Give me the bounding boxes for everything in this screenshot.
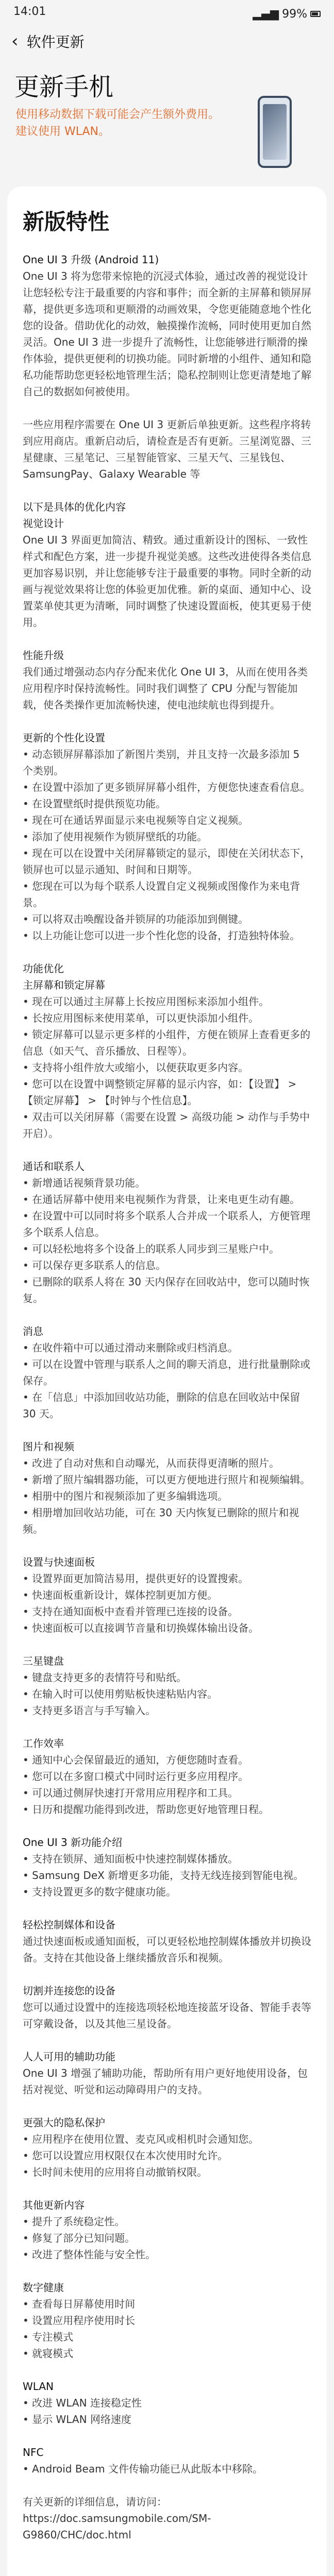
section-paragraph: • 键盘支持更多的表情符号和贴纸。 • 在输入时可以使用剪贴板快速粘贴内容。 • 支持更多语言与手写输入。 bbox=[23, 1671, 218, 1717]
section-paragraph: • 新增通话视频背景功能。 • 在通话屏幕中使用来电视频作为背景，让来电更生动有趣。 • 在设置中可以同时将多个联系人合并成一个联系人，方便管理多个联系人信息。 • 可以轻松地将多个设备上的联系人同步到三星账户中。 • 可以保存更多联系人的信息。 • 已删除的联系人将在 30 天内保存在回收站中，您可以随时恢复。 bbox=[23, 1177, 311, 1304]
page-title: 更新手机 bbox=[14, 73, 114, 101]
section-paragraph: • 在收件箱中可以通过滑动来删除或归档消息。 • 可以在设置中管理与联系人之间的聊天消息，进行批量删除或保存。 • 在「信息」中添加回收站功能，删除的信息在回收站中保留 30 天。 bbox=[23, 1342, 311, 1420]
section-paragraph: • 支持在锁屏、通知面板中快速控制媒体播放。 • Samsung DeX 新增更多功能，支持无线连接到智能电视。 • 支持设置更多的数字健康功能。 bbox=[23, 1853, 304, 1898]
section-heading: WLAN bbox=[23, 2380, 54, 2393]
phone-illustration-icon bbox=[258, 96, 292, 168]
release-notes-title: 新版特性 bbox=[23, 209, 110, 234]
section-heading: 三星键盘 bbox=[23, 1655, 64, 1667]
release-notes-body bbox=[23, 251, 311, 2560]
back-arrow-icon[interactable]: ‹ bbox=[11, 31, 19, 52]
section-paragraph: • 改进 WLAN 连接稳定性 • 显示 WLAN 网络速度 bbox=[23, 2397, 142, 2426]
section-heading: One UI 3 升级 (Android 11) bbox=[23, 253, 159, 266]
section-heading: 轻松控制媒体和设备 bbox=[23, 1919, 115, 1931]
section-paragraph: One UI 3 将为您带来惊艳的沉浸式体验，通过改善的视觉设计让您轻松专注于最重要的内容和事件；而全新的主屏幕和锁屏屏幕，提供更多选项和更顺滑的动画效果，令您更能随意地个性化您的设备。借助优化的动效，触摸操作流畅，同时使用更加自然灵活。One UI 3 进一步提升了流畅性，让您能够进行顺滑的操作体验，提供更便利的切换功能。同时新增的小组件、通知和隐私功能帮助您更轻松地管理生活；隐私控制则让您更清楚地了解自己的数据如何被使用。 bbox=[23, 270, 311, 398]
signal-icon: ▂▄▆ bbox=[253, 7, 279, 21]
app-title: 软件更新 bbox=[26, 33, 85, 50]
section-heading: 其他更新内容 bbox=[23, 2199, 85, 2211]
status-bar bbox=[0, 0, 334, 23]
section-heading: NFC bbox=[23, 2446, 44, 2459]
section-heading: 视觉设计 bbox=[23, 517, 64, 530]
section-paragraph: 您可以通过设置中的连接选项轻松地连接蓝牙设备、智能手表等可穿戴设备，以及其他三星设备。 bbox=[23, 2001, 311, 2030]
section-heading: 图片和视频 bbox=[23, 1440, 74, 1453]
section-heading: 性能升级 bbox=[23, 649, 64, 662]
section-heading: 以下是具体的优化内容 bbox=[23, 501, 126, 513]
section-paragraph: One UI 3 增强了辅助功能，帮助所有用户更好地使用设备，包括对视觉、听觉和运动障碍用户的支持。 bbox=[23, 2067, 308, 2096]
section-paragraph: • 应用程序在使用位置、麦克风或相机时会通知您。 • 您可以设置应用权限仅在本次使用时允许。 • 长时间未使用的应用将自动撤销权限。 bbox=[23, 2133, 259, 2178]
section-heading: 工作效率 bbox=[23, 1737, 64, 1750]
section-paragraph: 通过快速面板或通知面板，可以更轻松地控制媒体播放并切换设备。支持在其他设备上继续播放音乐和视频。 bbox=[23, 1935, 311, 1964]
section-paragraph: • 提升了系统稳定性。 • 修复了部分已知问题。 • 改进了整体性能与安全性。 bbox=[23, 2215, 156, 2261]
section-heading: 切割并连接您的设备 bbox=[23, 1985, 115, 1997]
data-usage-notice: 使用移动数据下载可能会产生额外费用。建议使用 WLAN。 bbox=[15, 108, 220, 138]
section-heading: 人人可用的辅助功能 bbox=[23, 2050, 115, 2063]
status-time: 14:01 bbox=[13, 5, 46, 18]
section-paragraph: One UI 3 界面更加简洁、精致。通过重新设计的图标、一致性样式和配色方案，进一步提升视觉美感。这些改进使得各类信息更加容易识别，并让您能够专注于最重要的事物。同时全新的动画与视觉效果将让您的体验更加优雅。新的桌面、通知中心、设置菜单使其更为清晰，同时调整了快速设置面板，使其更易于使用。 bbox=[23, 534, 311, 629]
section-paragraph: • 改进了自动对焦和自动曝光，从而获得更清晰的照片。 • 新增了照片编辑器功能，可以更方便地进行照片和视频编辑。 • 相册中的图片和视频添加了更多编辑选项。 • 相册增加回收站功能，可在 30 天内恢复已删除的照片和视频。 bbox=[23, 1457, 311, 1535]
section-paragraph: 一些应用程序需要在 One UI 3 更新后单独更新。这些程序将转到应用商店。重新启动后，请检查是否有更新。三星浏览器、三星健康、三星笔记、三星智能管家、三星天气、三星钱包、SamsungPay、Galaxy Wearable 等 bbox=[23, 418, 311, 480]
section-paragraph: • 查看每日屏幕使用时间 • 设置应用程序使用时长 • 专注模式 • 就寝模式 bbox=[23, 2298, 136, 2360]
section-paragraph: 我们通过增强动态内存分配来优化 One UI 3，从而在使用各类应用程序时保持流畅性。同时我们调整了 CPU 分配与智能加载，使各类操作更加流畅快速，使电池续航也得到提升。 bbox=[23, 666, 308, 711]
section-paragraph: • 动态锁屏屏幕添加了新图片类别，并且支持一次最多添加 5 个类别。 • 在设置中添加了更多锁屏屏幕小组件，方便您快速查看信息。 • 在设置壁纸时提供预览功能。 • 现在可在通话界面显示来电视频等自定义视频。 • 添加了使用视频作为锁屏壁纸的功能。 • 现在可以在设置中关闭屏幕锁定的显示，即使在关闭状态下，锁屏也可以显示通知、时间和日期等。 • 您现在可以为每个联系人设置自定义视频或图像作为来电背景。 • 可以将双击唤醒设备并锁屏的功能添加到侧键。 • 以上功能让您可以进一步个性化您的设备，打造独特体验。 bbox=[23, 748, 311, 942]
section-paragraph: • Android Beam 文件传输功能已从此版本中移除。 bbox=[23, 2463, 263, 2475]
battery-percent: 99% bbox=[282, 7, 307, 21]
section-heading: 更新的个性化设置 bbox=[23, 732, 105, 744]
section-paragraph: • 现在可以通过主屏幕上长按应用图标来添加小组件。 • 长按应用图标来使用菜单，可以更快添加小组件。 • 锁定屏幕可以显示更多样的小组件，方便在锁屏上查看更多的信息（如天气、音乐播放、日程等）。 • 支持将小组件放大或缩小，以便获取更多内容。 • 您可以在设置中调整锁定屏幕的显示内容，如：【设置】 > 【锁定屏幕】 > 【时钟与个性信息】。 • 双击可以关闭屏幕（需要在设置 > 高级功能 > 动作与手势中开启）。 bbox=[23, 995, 311, 1140]
section-heading: 数字健康 bbox=[23, 2281, 64, 2294]
section-paragraph: 有关更新的详细信息，请访问：https://doc.samsungmobile.com/SM-G9860/CHC/doc.html bbox=[23, 2496, 211, 2541]
section-heading: 功能优化 bbox=[23, 962, 64, 975]
section-heading: 主屏幕和锁定屏幕 bbox=[23, 979, 105, 991]
app-header bbox=[0, 23, 334, 60]
battery-icon bbox=[310, 11, 321, 17]
section-paragraph: • 设置界面更加简洁易用，提供更好的设置搜索。 • 快速面板重新设计，媒体控制更加方便。 • 支持在通知面板中查看并管理已连接的设备。 • 快速面板可以直接调节音量和切换媒体输出设备。 bbox=[23, 1572, 259, 1634]
section-paragraph: • 通知中心会保留最近的通知，方便您随时查看。 • 您可以在多窗口模式中同时运行更多应用程序。 • 可以通过侧屏快速打开常用应用程序和工具。 • 日历和提醒功能得到改进，帮助您更好地管理日程。 bbox=[23, 1754, 270, 1816]
section-heading: One UI 3 新功能介绍 bbox=[23, 1836, 123, 1849]
status-icons bbox=[253, 5, 321, 23]
section-heading: 设置与快速面板 bbox=[23, 1556, 95, 1568]
section-heading: 消息 bbox=[23, 1325, 43, 1337]
section-heading: 通话和联系人 bbox=[23, 1160, 85, 1173]
section-heading: 更强大的隐私保护 bbox=[23, 2116, 105, 2129]
